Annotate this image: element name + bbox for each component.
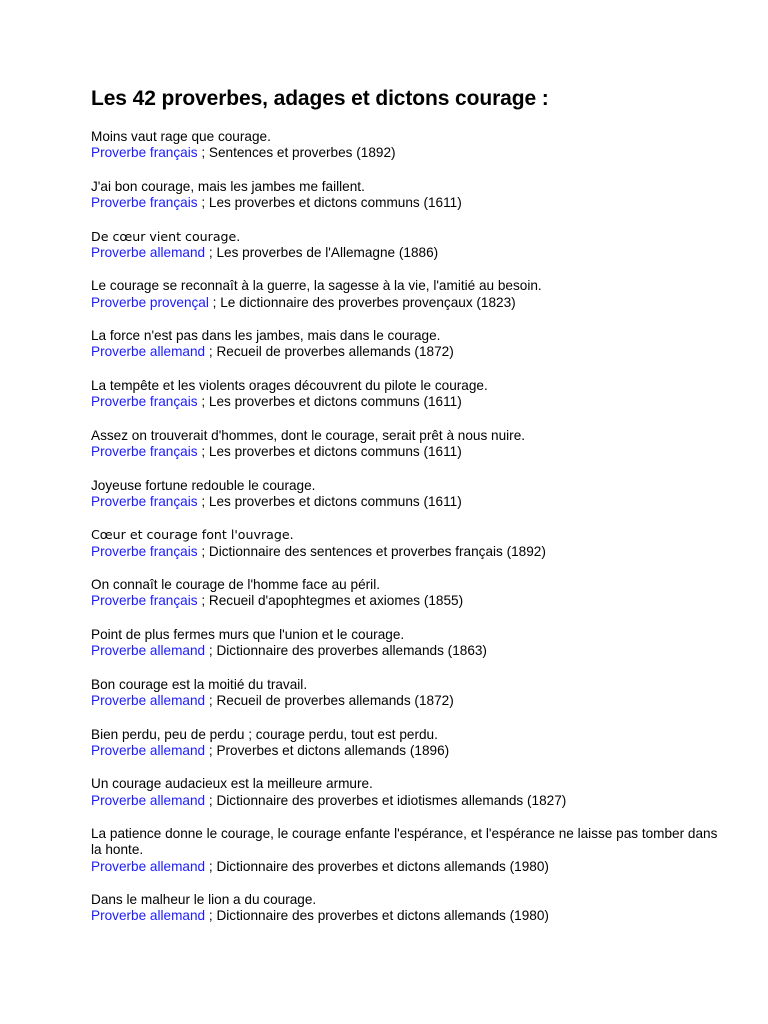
separator: ; xyxy=(201,394,206,410)
source-title: Les proverbes et dictons communs (1611) xyxy=(208,493,462,509)
source-line xyxy=(91,295,731,311)
proverb-entry xyxy=(91,229,731,261)
separator: ; xyxy=(201,195,206,210)
source-title: Recueil d'apophtegmes et axiomes (1855) xyxy=(208,593,464,609)
origin-link[interactable]: Proverbe provençal xyxy=(91,294,209,310)
source-title: Les proverbes et dictons communs (1611) xyxy=(208,195,462,210)
origin-link[interactable]: Proverbe français xyxy=(91,593,198,609)
source-line xyxy=(91,195,731,211)
source-line xyxy=(91,444,731,460)
proverb-entry xyxy=(91,892,731,924)
proverb-text: La force n'est pas dans les jambes, mais dans le courage. xyxy=(91,328,441,344)
proverb-entry xyxy=(91,428,731,460)
separator: ; xyxy=(208,742,213,758)
origin-link[interactable]: Proverbe allemand xyxy=(91,643,206,659)
proverb-text: De cœur vient courage. xyxy=(91,228,241,244)
source-line xyxy=(91,245,731,261)
source-line xyxy=(91,908,731,924)
source-title: Dictionnaire des proverbes et dictons allemands (1980) xyxy=(216,858,549,874)
separator: ; xyxy=(208,858,213,874)
source-line xyxy=(91,643,731,659)
origin-link[interactable]: Proverbe français xyxy=(91,145,198,161)
separator: ; xyxy=(201,443,206,459)
source-line xyxy=(91,494,731,510)
proverb-text: Cœur et courage font l'ouvrage. xyxy=(91,527,294,543)
proverb-text: Moins vaut rage que courage. xyxy=(91,129,271,144)
proverb-entry xyxy=(91,328,731,360)
proverb-text: J'ai bon courage, mais les jambes me faillent. xyxy=(91,178,365,194)
proverb-entry xyxy=(91,577,731,609)
origin-link[interactable]: Proverbe français xyxy=(91,543,198,559)
source-title: Les proverbes de l'Allemagne (1886) xyxy=(216,244,439,260)
separator: ; xyxy=(201,593,206,609)
source-title: Sentences et proverbes (1892) xyxy=(208,145,396,161)
source-line xyxy=(91,859,731,875)
proverb-entry xyxy=(91,179,731,211)
separator: ; xyxy=(208,344,213,360)
proverb-text: Joyeuse fortune redouble le courage. xyxy=(91,477,316,493)
proverb-text: La tempête et les violents orages découvrent du pilote le courage. xyxy=(91,377,488,393)
origin-link[interactable]: Proverbe français xyxy=(91,493,198,509)
source-line xyxy=(91,394,731,410)
proverb-text: Un courage audacieux est la meilleure armure. xyxy=(91,776,373,792)
proverb-entry xyxy=(91,378,731,410)
source-line xyxy=(91,145,731,161)
proverb-entry xyxy=(91,627,731,659)
proverb-text: Assez on trouverait d'hommes, dont le courage, serait prêt à nous nuire. xyxy=(91,427,526,443)
proverb-text: On connaît le courage de l'homme face au péril. xyxy=(91,577,380,593)
source-title: Recueil de proverbes allemands (1872) xyxy=(216,344,454,360)
separator: ; xyxy=(208,792,213,808)
source-title: Le dictionnaire des proverbes provençaux (1823) xyxy=(220,294,516,310)
proverb-entry xyxy=(91,278,731,310)
proverb-entry xyxy=(91,677,731,709)
separator: ; xyxy=(201,145,206,161)
source-line xyxy=(91,793,731,809)
source-line xyxy=(91,593,731,609)
separator: ; xyxy=(208,908,213,924)
origin-link[interactable]: Proverbe allemand xyxy=(91,244,206,260)
separator: ; xyxy=(208,692,213,708)
separator: ; xyxy=(208,244,213,260)
separator: ; xyxy=(201,493,206,509)
proverb-entry xyxy=(91,727,731,759)
proverb-entry xyxy=(91,826,731,875)
origin-link[interactable]: Proverbe allemand xyxy=(91,742,206,758)
proverb-entry xyxy=(91,527,731,559)
origin-link[interactable]: Proverbe allemand xyxy=(91,792,206,808)
source-line xyxy=(91,693,731,709)
source-title: Proverbes et dictons allemands (1896) xyxy=(216,742,450,758)
separator: ; xyxy=(212,294,217,310)
separator: ; xyxy=(201,543,206,559)
source-title: Recueil de proverbes allemands (1872) xyxy=(216,692,454,708)
source-title: Dictionnaire des proverbes et dictons allemands (1980) xyxy=(216,908,549,924)
source-line xyxy=(91,344,731,360)
origin-link[interactable]: Proverbe français xyxy=(91,394,198,410)
proverb-text: Point de plus fermes murs que l'union et le courage. xyxy=(91,626,405,642)
source-title: Dictionnaire des proverbes et idiotismes allemands (1827) xyxy=(216,792,567,808)
source-title: Les proverbes et dictons communs (1611) xyxy=(208,394,462,410)
source-title: Dictionnaire des proverbes allemands (1863) xyxy=(216,643,487,659)
proverb-entry xyxy=(91,776,731,808)
origin-link[interactable]: Proverbe français xyxy=(91,443,198,459)
proverb-text: Bien perdu, peu de perdu ; courage perdu, tout est perdu. xyxy=(91,726,438,742)
origin-link[interactable]: Proverbe allemand xyxy=(91,908,206,924)
page-title: Les 42 proverbes, adages et dictons courage : xyxy=(91,87,549,110)
origin-link[interactable]: Proverbe allemand xyxy=(91,692,206,708)
proverb-entry xyxy=(91,478,731,510)
proverb-text: Le courage se reconnaît à la guerre, la sagesse à la vie, l'amitié au besoin. xyxy=(91,278,542,294)
source-line xyxy=(91,544,731,560)
source-title: Les proverbes et dictons communs (1611) xyxy=(208,443,462,459)
document-page xyxy=(91,86,731,942)
source-line xyxy=(91,743,731,759)
proverb-text: La patience donne le courage, le courage enfante l'espérance, et l'espérance ne laisse pas tomber dans la honte. xyxy=(91,826,718,858)
origin-link[interactable]: Proverbe français xyxy=(91,195,198,210)
proverb-text: Dans le malheur le lion a du courage. xyxy=(91,892,317,908)
origin-link[interactable]: Proverbe allemand xyxy=(91,858,206,874)
separator: ; xyxy=(208,643,213,659)
proverb-entry xyxy=(91,129,731,161)
origin-link[interactable]: Proverbe allemand xyxy=(91,344,206,360)
proverb-text: Bon courage est la moitié du travail. xyxy=(91,676,308,692)
source-title: Dictionnaire des sentences et proverbes français (1892) xyxy=(208,543,546,559)
